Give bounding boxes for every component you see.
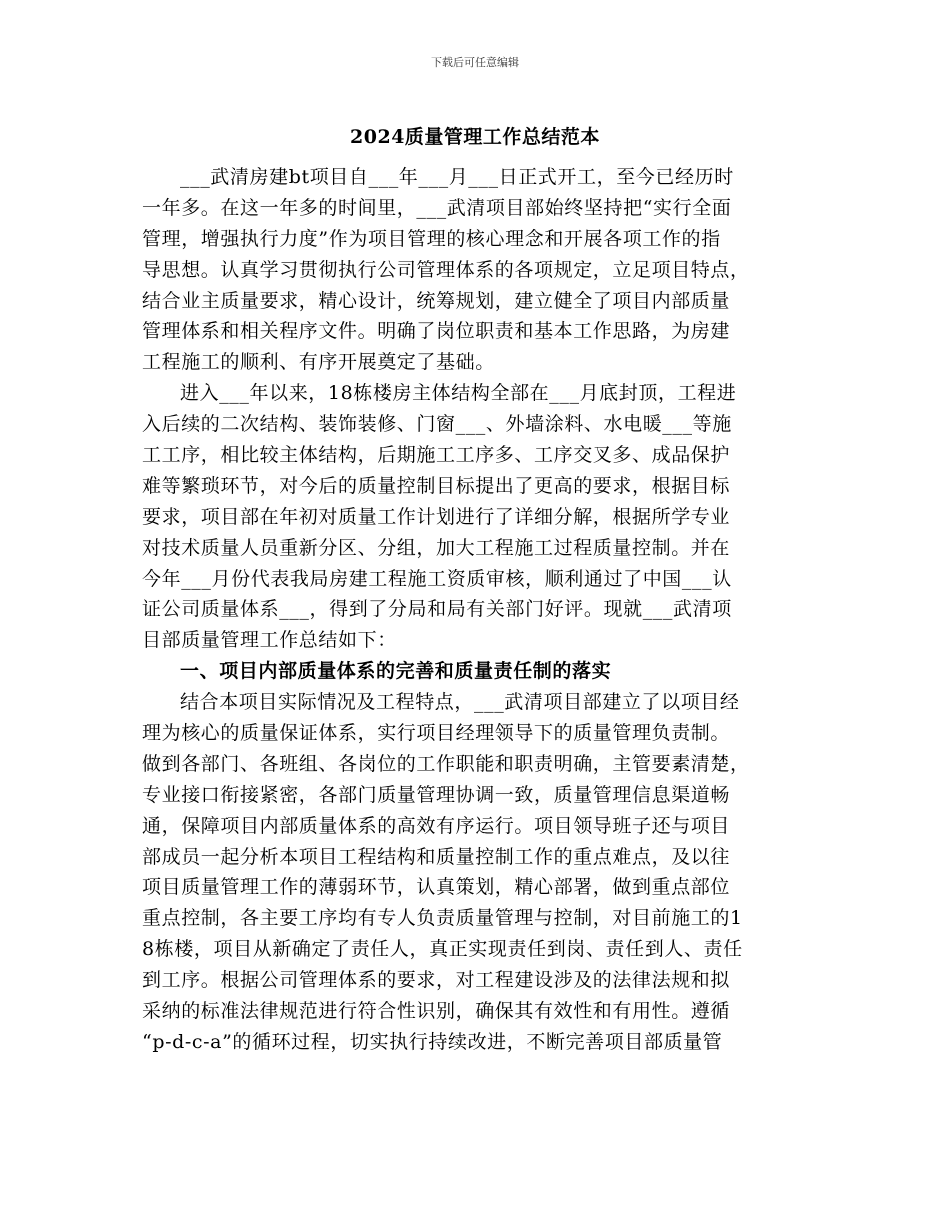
body-line: 采纳的标准法律规范进行符合性识别，确保其有效性和有用性。遵循 (142, 1000, 731, 1023)
body-line: 入后续的二次结构、装饰装修、门窗___、外墙涂料、水电暖___等施 (142, 413, 732, 436)
body-line: 目部质量管理工作总结如下： (142, 629, 397, 652)
body-line: 管理体系和相关程序文件。明确了岗位职责和基本工作思路，为房建 (142, 320, 731, 343)
body-line: 工程施工的顺利、有序开展奠定了基础。 (142, 351, 495, 374)
body-line: “p-d-c-a”的循环过程，切实执行持续改进，不断完善项目部质量管 (142, 1030, 723, 1053)
body-line: 管理，增强执行力度”作为项目管理的核心理念和开展各项工作的指 (142, 227, 721, 250)
document-body (142, 162, 812, 1058)
body-line: 通，保障项目内部质量体系的高效有序运行。项目领导班子还与项目 (142, 814, 731, 837)
body-line: 到工序。根据公司管理体系的要求，对工程建设涉及的法律法规和拟 (142, 969, 731, 992)
body-line: 理为核心的质量保证体系，实行项目经理领导下的质量管理负责制。 (142, 722, 731, 745)
section-heading: 一、项目内部质量体系的完善和质量责任制的落实 (180, 660, 612, 683)
body-line: 专业接口衔接紧密，各部门质量管理协调一致，质量管理信息渠道畅 (142, 783, 731, 806)
body-line: 一年多。在这一年多的时间里，___武清项目部始终坚持把“实行全面 (142, 196, 732, 219)
header-note: 下载后可任意编辑 (431, 56, 519, 69)
body-line: 今年___月份代表我局房建工程施工资质审核，顺利通过了中国___认 (142, 567, 732, 590)
body-line: 要求，项目部在年初对质量工作计划进行了详细分解，根据所学专业 (142, 505, 731, 528)
body-line: 结合本项目实际情况及工程特点，___武清项目部建立了以项目经 (180, 691, 740, 714)
body-line: 难等繁琐环节，对今后的质量控制目标提出了更高的要求，根据目标 (142, 474, 731, 497)
body-line: 证公司质量体系___，得到了分局和局有关部门好评。现就___武清项 (142, 598, 732, 621)
body-line: ___武清房建bt项目自___年___月___日正式开工，至今已经历时 (180, 166, 734, 188)
body-line: 项目质量管理工作的薄弱环节，认真策划，精心部署，做到重点部位 (142, 876, 731, 899)
document-title: 2024质量管理工作总结范本 (350, 126, 600, 148)
body-line: 做到各部门、各班组、各岗位的工作职能和职责明确，主管要素清楚， (142, 752, 750, 775)
body-line: 8栋楼，项目从新确定了责任人，真正实现责任到岗、责任到人、责任 (142, 938, 743, 961)
body-line: 部成员一起分析本项目工程结构和质量控制工作的重点难点，及以往 (142, 845, 731, 868)
body-line: 结合业主质量要求，精心设计，统筹规划，建立健全了项目内部质量 (142, 289, 731, 312)
body-line: 对技术质量人员重新分区、分组，加大工程施工过程质量控制。并在 (142, 536, 731, 559)
body-line: 工工序，相比较主体结构，后期施工工序多、工序交叉多、成品保护 (142, 444, 731, 467)
body-line: 进入___年以来，18栋楼房主体结构全部在___月底封顶，工程进 (180, 382, 737, 405)
body-line: 重点控制，各主要工序均有专人负责质量管理与控制，对目前施工的1 (142, 907, 743, 930)
body-line: 导思想。认真学习贯彻执行公司管理体系的各项规定，立足项目特点， (142, 258, 750, 281)
